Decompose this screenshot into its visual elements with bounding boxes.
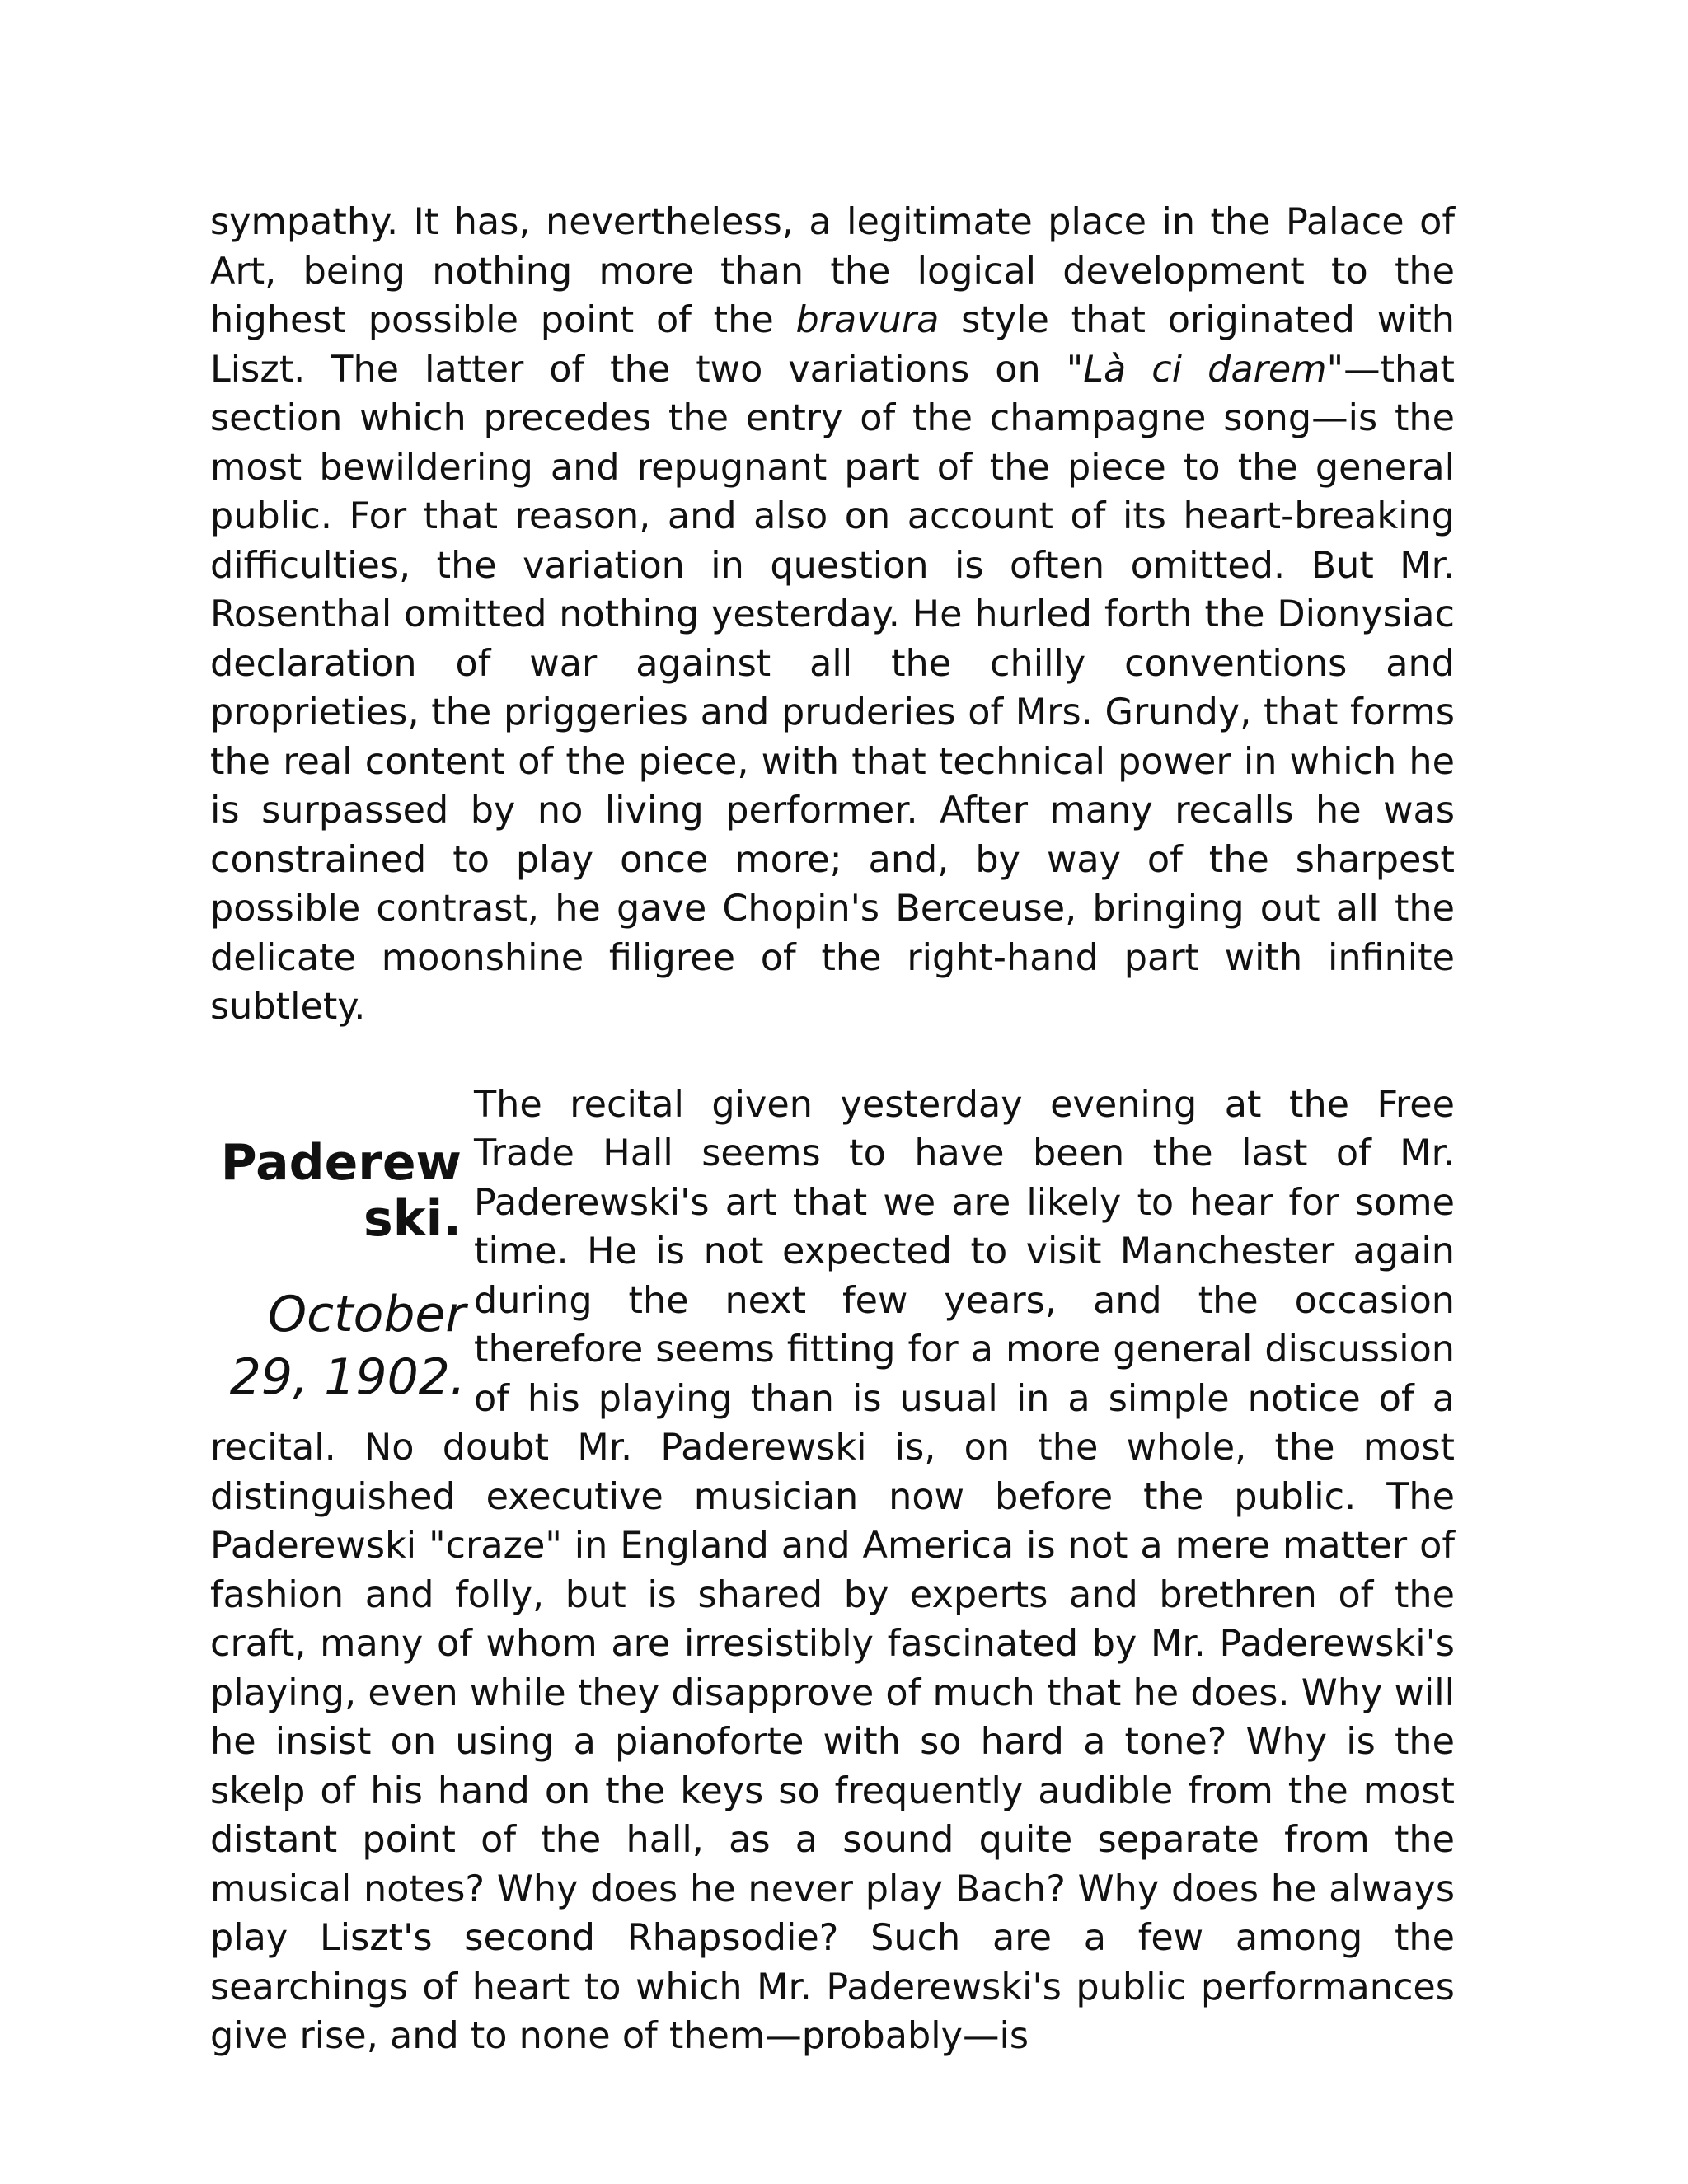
date-line: 29, 1902.: [229, 1347, 466, 1406]
side-heading-date: [210, 1283, 466, 1408]
side-heading-title: [210, 1135, 462, 1247]
italic-term: bravura: [795, 299, 940, 341]
title-line: Paderew: [220, 1133, 462, 1192]
paragraph-rosenthal: [210, 198, 1455, 1032]
paragraph-text: "—that section which precedes the entry of the champagne song—is the most bewildering and repugnant part of the piece to the general public. For that reason, and also on account of its heart-breaking difficulties, the variation in question is often omitted. But Mr. Rosenthal omitted nothing yesterday. He hurled forth the Dionysiac declaration of war against all the chilly conventions and proprieties, the priggeries and pruderies of Mrs. Grundy, that forms the real content of the piece, with that technical power in which he is surpassed by no living performer. After many recalls he was constrained to play once more; and, by way of the sharpest possible contrast, he gave Chopin's Berceuse, bringing out all the delicate moonshine filigree of the right-hand part with infinite subtlety.: [210, 348, 1455, 1028]
paragraph-text: sympathy. It has, nevertheless, a legitimate place in the Palace of Art, being nothing more than the logical development to the highest possible point of the: [210, 201, 1455, 341]
document-page: [210, 198, 1455, 2061]
title-line: ski.: [363, 1189, 462, 1248]
italic-title: Là ci darem: [1083, 348, 1327, 391]
date-line: October: [267, 1285, 466, 1343]
paragraph-text: style that originated with Liszt. The latter of the two variations on ": [210, 299, 1455, 391]
paragraph-paderewski: The recital given yesterday evening at the Free Trade Hall seems to have been the last of Mr. Paderewski's art that we are likely to hear for some time. He is not expected to visit Manchester again during the next few years, and the occasion therefore seems fitting for a more general discussion of his playing than is usual in a simple notice of a recital. No doubt Mr. Paderewski is, on the whole, the most distinguished executive musician now before the public. The Paderewski "craze" in England and America is not a mere matter of fashion and folly, but is shared by experts and brethren of the craft, many of whom are irresistibly fascinated by Mr. Paderewski's playing, even while they disapprove of much that he does. Why will he insist on using a pianoforte with so hard a tone? Why is the skelp of his hand on the keys so frequently audible from the most distant point of the hall, as a sound quite separate from the musical notes? Why does he never play Bach? Why does he always play Liszt's second Rhapsodie? Such are a few among the searchings of heart to which Mr. Paderewski's public performances give rise, and to none of them—probably—is: [210, 1083, 1455, 2057]
side-heading: [210, 1080, 466, 1408]
